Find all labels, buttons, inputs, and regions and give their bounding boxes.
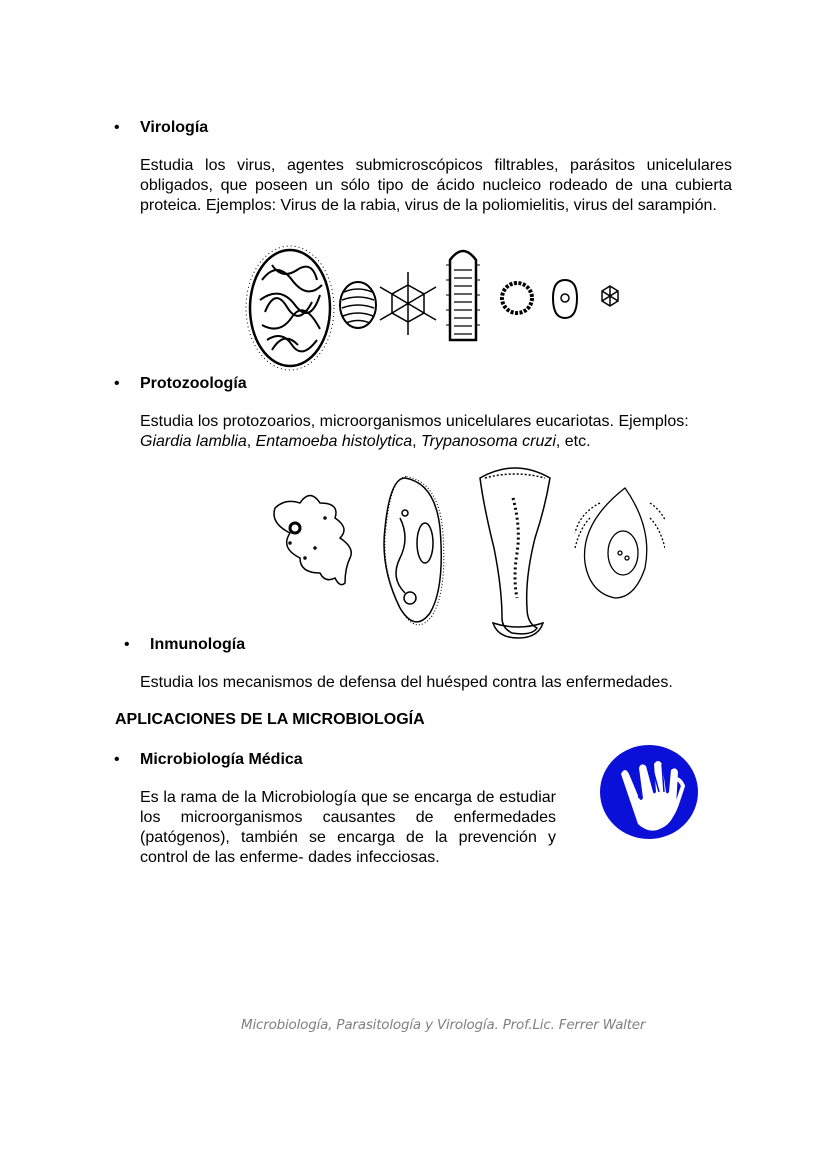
heading-virologia: Virología	[140, 119, 209, 136]
species-separator: ,	[412, 433, 422, 450]
virus-rod	[446, 251, 480, 340]
paragraph-protozoologia	[140, 412, 732, 452]
virus-icosahedral	[380, 272, 436, 335]
species-entamoeba: Entamoeba histolytica	[255, 433, 413, 450]
bullet-virologia: •	[114, 119, 120, 136]
heading-protozoologia: Protozoología	[140, 375, 247, 392]
paragraph-microbiologia-medica: Es la rama de la Microbiología que se encarga de estudiar los microorganismos causantes de enfermedades (patógenos), también se encarga de la prevención y control de las enferme- dades infecciosas.	[140, 789, 556, 866]
bullet-microbiologia-medica: •	[114, 751, 120, 768]
virus-oval-nucleus	[553, 280, 577, 318]
footer-text: Microbiología, Parasitología y Virología. Prof.Lic. Ferrer Walter	[241, 1017, 646, 1033]
hand-washing-icon	[599, 744, 699, 840]
species-separator: ,	[246, 433, 256, 450]
protozoa-illustration	[255, 458, 665, 646]
virus-striped-oval	[340, 282, 376, 328]
virus-small-hexagon	[602, 286, 618, 306]
species-trypanosoma: Trypanosoma cruzi	[421, 433, 556, 450]
paragraph-virologia: Estudia los virus, agentes submicroscópicos filtrables, parásitos unicelulares obligados, que poseen un sólo tipo de ácido nucleico rodeado de una cubierta proteica. Ejemplos: Virus de la rabia, virus de la poliomielitis, virus del sarampión.	[140, 157, 732, 214]
heading-microbiologia-medica: Microbiología Médica	[140, 751, 303, 768]
protozoologia-intro: Estudia los protozoarios, microorganismos unicelulares eucariotas. Ejemplos:	[140, 413, 689, 430]
vorticella-drawing	[480, 468, 550, 638]
paramecium-drawing	[384, 477, 444, 625]
giardia-drawing	[575, 488, 665, 598]
species-end: , etc.	[555, 433, 591, 450]
heading-inmunologia: Inmunología	[150, 636, 246, 653]
amoeba-drawing	[274, 496, 351, 585]
paragraph-inmunologia: Estudia los mecanismos de defensa del huésped contra las enfermedades.	[140, 674, 673, 691]
species-giardia: Giardia lamblia	[140, 433, 247, 450]
bullet-protozoologia: •	[114, 375, 120, 392]
virus-illustration	[232, 240, 652, 375]
section-title-aplicaciones: APLICACIONES DE LA MICROBIOLOGÍA	[115, 711, 425, 728]
virus-ring	[502, 283, 532, 313]
bullet-inmunologia: •	[124, 636, 130, 653]
virus-large-tangled	[246, 246, 334, 370]
